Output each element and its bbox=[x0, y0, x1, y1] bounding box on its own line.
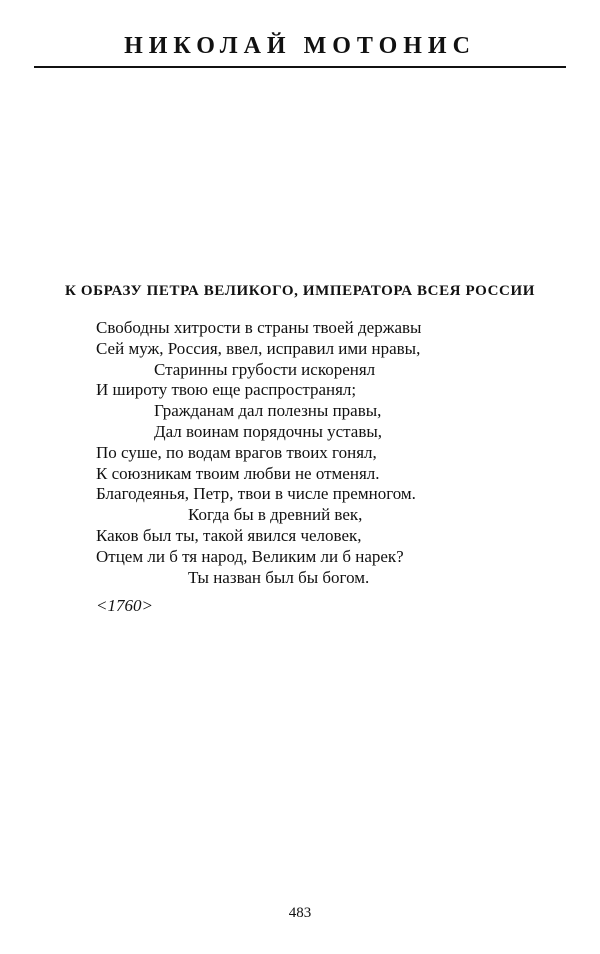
poem-line: Отцем ли б тя народ, Великим ли б нарек? bbox=[96, 546, 404, 566]
poem-line: Каков был ты, такой явился человек, bbox=[96, 525, 362, 545]
poem-line: К союзникам твоим любви не отменял. bbox=[96, 463, 380, 483]
poem-body bbox=[96, 318, 566, 588]
poem-title: К ОБРАЗУ ПЕТРА ВЕЛИКОГО, ИМПЕРАТОРА ВСЕЯ РОССИИ bbox=[65, 283, 535, 299]
header-rule bbox=[34, 66, 566, 68]
poem-line: Гражданам дал полезны правы, bbox=[154, 401, 382, 421]
poem-line: Сей муж, Россия, ввел, исправил ими нравы, bbox=[96, 338, 421, 358]
poem-line: Старинны грубости искоренял bbox=[154, 359, 376, 379]
poem-line: Дал воинам порядочны уставы, bbox=[154, 421, 383, 441]
poem-line: Когда бы в древний век, bbox=[188, 505, 363, 525]
page-number: 483 bbox=[288, 905, 312, 921]
poem-line: Свободны хитрости в страны твоей державы bbox=[96, 318, 422, 337]
running-head-author: НИКОЛАЙ МОТОНИС bbox=[124, 33, 476, 59]
poem-date: <1760> bbox=[96, 596, 153, 615]
poem-line: Ты назван был бы богом. bbox=[188, 567, 370, 587]
poem-line: По суше, по водам врагов твоих гонял, bbox=[96, 442, 377, 462]
poem-line: И широту твою еще распространял; bbox=[96, 380, 357, 400]
poem-line: Благодеянья, Петр, твои в числе премногом. bbox=[96, 484, 416, 504]
